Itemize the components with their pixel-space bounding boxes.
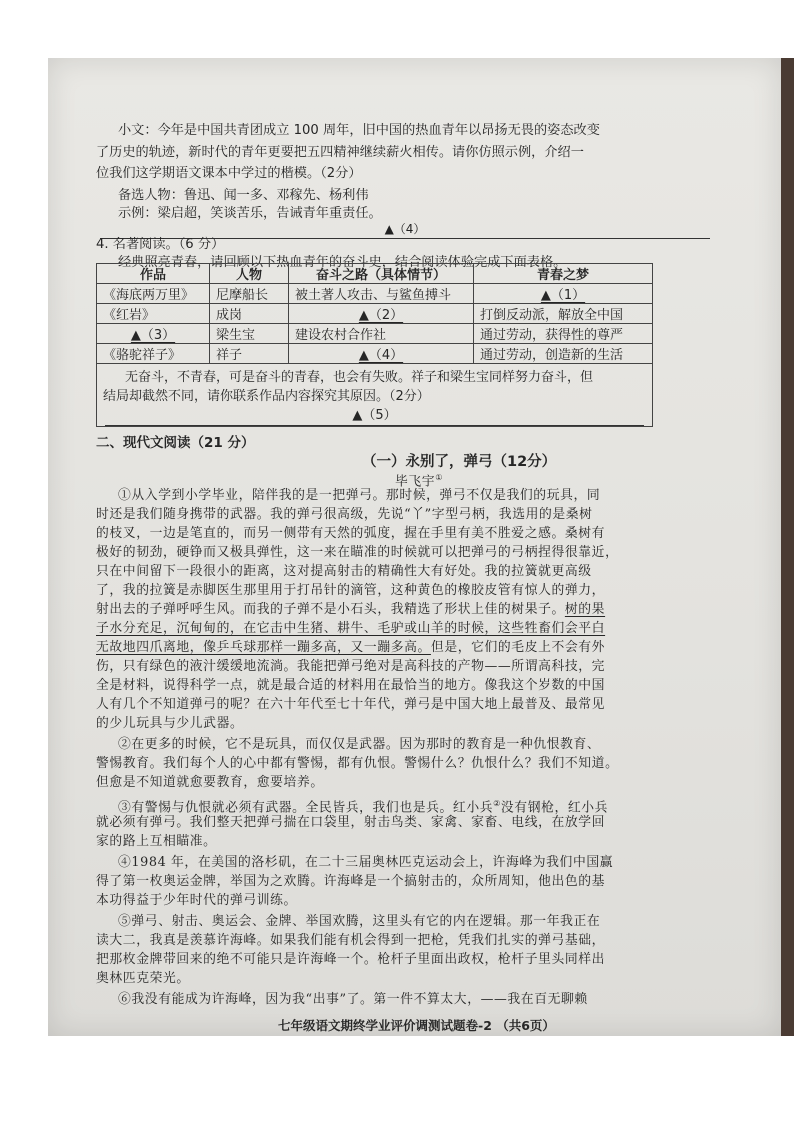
article-title: （一）永别了，弹弓（12分）	[362, 454, 557, 470]
p1-line-6: 了，我的拉簧是赤脚医生那里用于打吊针的滴管，这种黄色的橡胶皮管有惊人的弹力，	[96, 583, 606, 598]
q3-answer-blank[interactable]: ▲（4）	[100, 220, 710, 239]
q4-question-line-2: 结局却截然不同，请你联系作品内容探究其原因。（2分）	[103, 389, 430, 404]
p1-line-12: 人有几个不知道弹弓的呢？在六十年代至七十年代，弹弓是中国大地上最普及、最常见	[96, 697, 606, 712]
p1-line-13: 的少儿玩具与少儿武器。	[96, 716, 244, 731]
p4-line-1: ④1984 年，在美国的洛杉矶，在二十三届奥林匹克运动会上，许海峰为我们中国赢	[118, 855, 614, 870]
table-header-row	[97, 264, 653, 284]
article-author: 毕飞宇①	[395, 473, 443, 490]
p2-line-3: 但愈是不知道就愈要教育，愈要培养。	[96, 775, 324, 790]
cell-person: 梁生宝	[210, 324, 289, 344]
q4-question-line-1: 无奋斗，不青春，可是奋斗的青春，也会有失败。祥子和梁生宝同样努力奋斗，但	[125, 370, 594, 385]
p1-line-4: 极好的韧劲，硬铮而又极具弹性，这一来在瞄准的时候就可以把弹弓的弓柄捏得很靠近，	[96, 545, 619, 560]
blank-5[interactable]: ▲（5）	[105, 406, 644, 426]
p4-line-2: 得了第一枚奥运金牌，举国为之欢腾。许海峰是一个搞射击的，众所周知，他出色的基	[96, 874, 606, 889]
p3-line-1: ③有警惕与仇恨就必须有武器。全民皆兵，我们也是兵。红小兵②没有钢枪，红小兵	[118, 799, 609, 816]
page-footer: 七年级语文期终学业评价调测试题卷-2 （共6页）	[278, 1018, 555, 1033]
p5-line-3: 把那枚金牌带回来的绝不可能只是许海峰一个。枪杆子里面出政权，枪杆子里头同样出	[96, 952, 606, 967]
cell-work: 《骆驼祥子》	[97, 344, 210, 364]
p2-line-2: 警惕教育。我们每个人的心中都有警惕，都有仇恨。警惕什么？仇恨什么？我们不知道。	[96, 756, 619, 771]
cell-person: 尼摩船长	[210, 284, 289, 304]
p5-line-4: 奥林匹克荣光。	[96, 971, 190, 986]
p1-line-1: ①从入学到小学毕业，陪伴我的是一把弹弓。那时候，弹弓不仅是我们的玩具，同	[118, 488, 601, 503]
cell-struggle: 建设农村合作社	[289, 324, 474, 344]
q4-title: 4. 名著阅读。（6 分）	[96, 237, 225, 252]
cell-struggle: 被土著人攻击、与鲨鱼搏斗	[289, 284, 474, 304]
cell-dream: 通过劳动，获得性的尊严	[474, 324, 653, 344]
blank-1[interactable]: ▲（1）	[474, 284, 653, 304]
table-row	[97, 284, 653, 304]
cell-person: 祥子	[210, 344, 289, 364]
p4-line-3: 本功得益于少年时代的弹弓训练。	[96, 893, 297, 908]
cell-dream: 通过劳动，创造新的生活	[474, 344, 653, 364]
p5-line-2: 读大二，我真是羡慕许海峰。如果我们能有机会得到一把枪，凭我们扎实的弹弓基础，	[96, 933, 606, 948]
q3-candidates: 备选人物：鲁迅、闻一多、邓稼先、杨利伟	[118, 188, 369, 203]
blank-2[interactable]: ▲（2）	[289, 304, 474, 324]
section-heading: 二、现代文阅读（21 分）	[96, 435, 255, 451]
p3-line-3: 家的路上互相瞄准。	[96, 834, 217, 849]
header-dream: 青春之梦	[474, 264, 653, 284]
p1-line-9: 无故地四爪离地，像乒乓球那样一蹦多高，又一蹦多高。但是，它们的毛皮上不会有外	[96, 640, 606, 655]
p1-line-8-underlined: 子水分充足，沉甸甸的，在它击中生猪、耕牛、毛驴或山羊的时候，这些牲畜们会平白	[96, 621, 606, 636]
q3-line-3: 位我们这学期语文课本中学过的楷模。（2分）	[96, 166, 362, 181]
q4-table	[96, 263, 653, 427]
p1-line-2: 时还是我们随身携带的武器。我的弹弓很高级，先说“丫”字型弓柄，我选用的是桑树	[96, 507, 593, 522]
p1-line-11: 全是材料，说得科学一点，就是最合适的材料用在最恰当的地方。像我这个岁数的中国	[96, 678, 606, 693]
table-row	[97, 324, 653, 344]
p1-line-5: 只在中间留下一段很小的距离，这对提高射击的精确性大有好处。我的拉簧就更高级	[96, 564, 592, 579]
q4-intro: 经典照亮青春，请回顾以下热血青年的奋斗史，结合阅读体验完成下面表格。	[118, 255, 567, 270]
blank-3[interactable]: ▲（3）	[97, 324, 210, 344]
table-question-row	[97, 364, 653, 427]
p3-line-2: 就必须有弹弓。我们整天把弹弓揣在口袋里，射击鸟类、家禽、家畜、电线，在放学回	[96, 815, 606, 830]
p6-line-1: ⑥我没有能成为许海峰，因为我“出事”了。第一件不算太大，——我在百无聊赖	[118, 992, 588, 1007]
p2-line-1: ②在更多的时候，它不是玩具，而仅仅是武器。因为那时的教育是一种仇恨教育、	[118, 737, 601, 752]
table-row	[97, 304, 653, 324]
p5-line-1: ⑤弹弓、射击、奥运会、金牌、举国欢腾，这里头有它的内在逻辑。那一年我正在	[118, 914, 601, 929]
underlined-sentence: 树的果	[564, 602, 606, 617]
table-row	[97, 344, 653, 364]
q3-line-2: 了历史的轨迹，新时代的青年更要把五四精神继续薪火相传。请你仿照示例，介绍一	[96, 145, 584, 160]
header-struggle: 奋斗之路（具体情节）	[289, 264, 474, 284]
p1-line-7: 射出去的子弹呼呼生风。而我的子弹不是小石头，我精选了形状上佳的树果子。树的果	[96, 602, 606, 617]
p1-line-3: 的枝叉，一边是笔直的，而另一侧带有天然的弧度，握在手里有美不胜爱之感。桑树有	[96, 526, 606, 541]
cell-work: 《红岩》	[97, 304, 210, 324]
cell-person: 成岗	[210, 304, 289, 324]
cell-work: 《海底两万里》	[97, 284, 210, 304]
q3-example: 示例：梁启超，笑谈苦乐，告诫青年重责任。	[118, 206, 382, 221]
header-person: 人物	[210, 264, 289, 284]
header-work: 作品	[97, 264, 210, 284]
p1-line-10: 伤，只有绿色的液汁缓缓地流淌。我能把弹弓绝对是高科技的产物——所谓高科技，完	[96, 659, 606, 674]
q3-line-1: 小文：今年是中国共青团成立 100 周年，旧中国的热血青年以昂扬无畏的姿态改变	[118, 123, 600, 138]
cell-dream: 打倒反动派，解放全中国	[474, 304, 653, 324]
blank-4[interactable]: ▲（4）	[289, 344, 474, 364]
